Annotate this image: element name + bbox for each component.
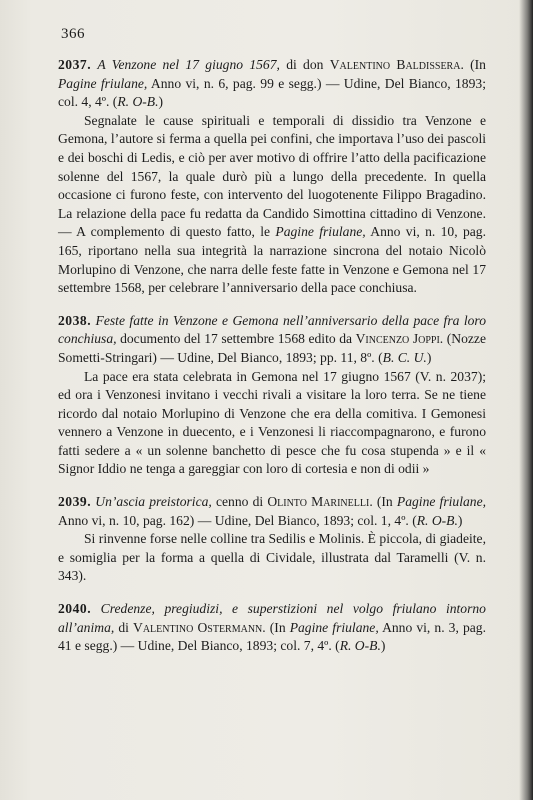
entry-author: Valentino Baldissera: [329, 57, 461, 72]
library-siglum: R. O-B.: [416, 512, 458, 528]
citation-text: Anno vi, n. 3, pag. 41 e segg.) — Udine, Del Bianco, 1893; col. 7, 4º. (: [58, 619, 486, 654]
citation-text: . (In: [460, 57, 486, 72]
citation-text: ): [380, 638, 386, 654]
entry-title: Credenze, pregiudizi, e superstizioni nel volgo friulano intorno all’anima,: [58, 601, 486, 635]
page-number: 366: [61, 26, 85, 42]
entry-number: 2037.: [58, 57, 92, 72]
citation-text: cenno di: [211, 494, 268, 510]
entry-2038: [58, 312, 486, 479]
description-text: Segnalate le cause spirituali e temporali di dissidio tra Venzone e Gemona, l’autore si ferma a quella pei confini, che importava l’uso dei pascoli e dei boschi di Ledis, e ciò per aver motivo di offrire l’atto della pacificazione solenne del 1567, la quale durò più a lungo della precedente. In quella occasione ci furono feste, con intervento del luogotenente Filippo Bragadino. La relazione della pace fu redatta da Candido Simottina cittadino di Venzone. — A complemento di questo fatto, le: [58, 112, 486, 240]
citation-text: ): [426, 349, 432, 365]
entry-citation: [58, 312, 486, 368]
entry-author: Valentino Ostermann: [133, 619, 263, 635]
citation-text: ): [158, 94, 164, 110]
citation-text: . (In: [369, 494, 397, 510]
citation-text: di don: [279, 57, 330, 72]
entry-description: La pace era stata celebrata in Gemona nel 17 giugno 1567 (V. n. 2037); ed ora i Venzonesi invitano i vecchi rivali a visitare la loro terra. Se ne tiene ricordo dal notaio Morlupino di Venzone che era della comitiva. I Gemonesi vennero a Venzone in duecento, e i Venzonesi li riaccompagnarono, e furono fatti sedere a « un solenne banchetto di pesce che fu cosa stupenda » e il « Signor Iddio ne tenga a gareggiar con loro di cortesia e non di odii »: [58, 368, 486, 477]
citation-text: Anno vi, n. 10, pag. 162) — Udine, Del Bianco, 1893; col. 1, 4º. (: [58, 512, 417, 528]
journal-name: Pagine friulane,: [289, 619, 379, 635]
journal-name: Pagine friulane,: [396, 494, 486, 510]
entry-citation: [58, 600, 486, 656]
entry-citation: [58, 493, 486, 530]
entry-author: Olinto Marinelli: [267, 494, 370, 510]
library-siglum: R. O-B.: [117, 94, 159, 110]
entry-description: [58, 112, 486, 298]
entry-number: 2038.: [58, 312, 92, 328]
citation-text: . (In: [262, 619, 290, 635]
citation-text: documento del 17 settembre 1568 edito da: [116, 331, 356, 347]
description-text: Anno vi, n. 10, pag. 165, riportano nella sua integrità la narrazione sincrona del notaio Nicolò Morlupino di Venzone, che narra delle feste fatte in Venzone e Gemona nel 17 settembre 1568, per celebrare l’anniversario della pace conchiusa.: [58, 224, 486, 296]
entry-title: Feste fatte in Venzone e Gemona nell’anniversario della pace fra loro conchiusa,: [58, 312, 486, 347]
entry-number: 2039.: [58, 494, 92, 510]
library-siglum: R. O-B.: [339, 638, 381, 654]
entry-title: A Venzone nel 17 giugno 1567,: [97, 57, 280, 72]
page-edge-shadow: [519, 0, 533, 800]
journal-name: Pagine friulane,: [275, 224, 366, 240]
entry-2039: [58, 493, 486, 586]
entry-2037: [58, 56, 486, 298]
entry-citation: [58, 56, 486, 112]
library-siglum: B. C. U.: [382, 349, 427, 365]
citation-text: . (Nozze Sometti-Stringari) — Udine, Del Bianco, 1893; pp. 11, 8º. (: [58, 331, 486, 365]
entry-author: Vincenzo Joppi: [355, 331, 440, 347]
entry-title: Un’ascia preistorica,: [95, 494, 212, 510]
journal-name: Pagine friulane,: [58, 75, 148, 91]
citation-text: Anno vi, n. 6, pag. 99 e segg.) — Udine, Del Bianco, 1893; col. 4, 4º. (: [58, 75, 486, 110]
citation-text: di: [114, 619, 134, 635]
entry-number: 2040.: [58, 601, 92, 617]
citation-text: ): [457, 512, 463, 528]
entry-2040: [58, 600, 486, 656]
bibliography-text: [58, 56, 486, 670]
entry-description: Si rinvenne forse nelle colline tra Sedilis e Molinis. È piccola, di giadeite, e somiglia per la forma a quella di Cividale, illustrata dal Taramelli (V. n. 343).: [58, 531, 486, 584]
